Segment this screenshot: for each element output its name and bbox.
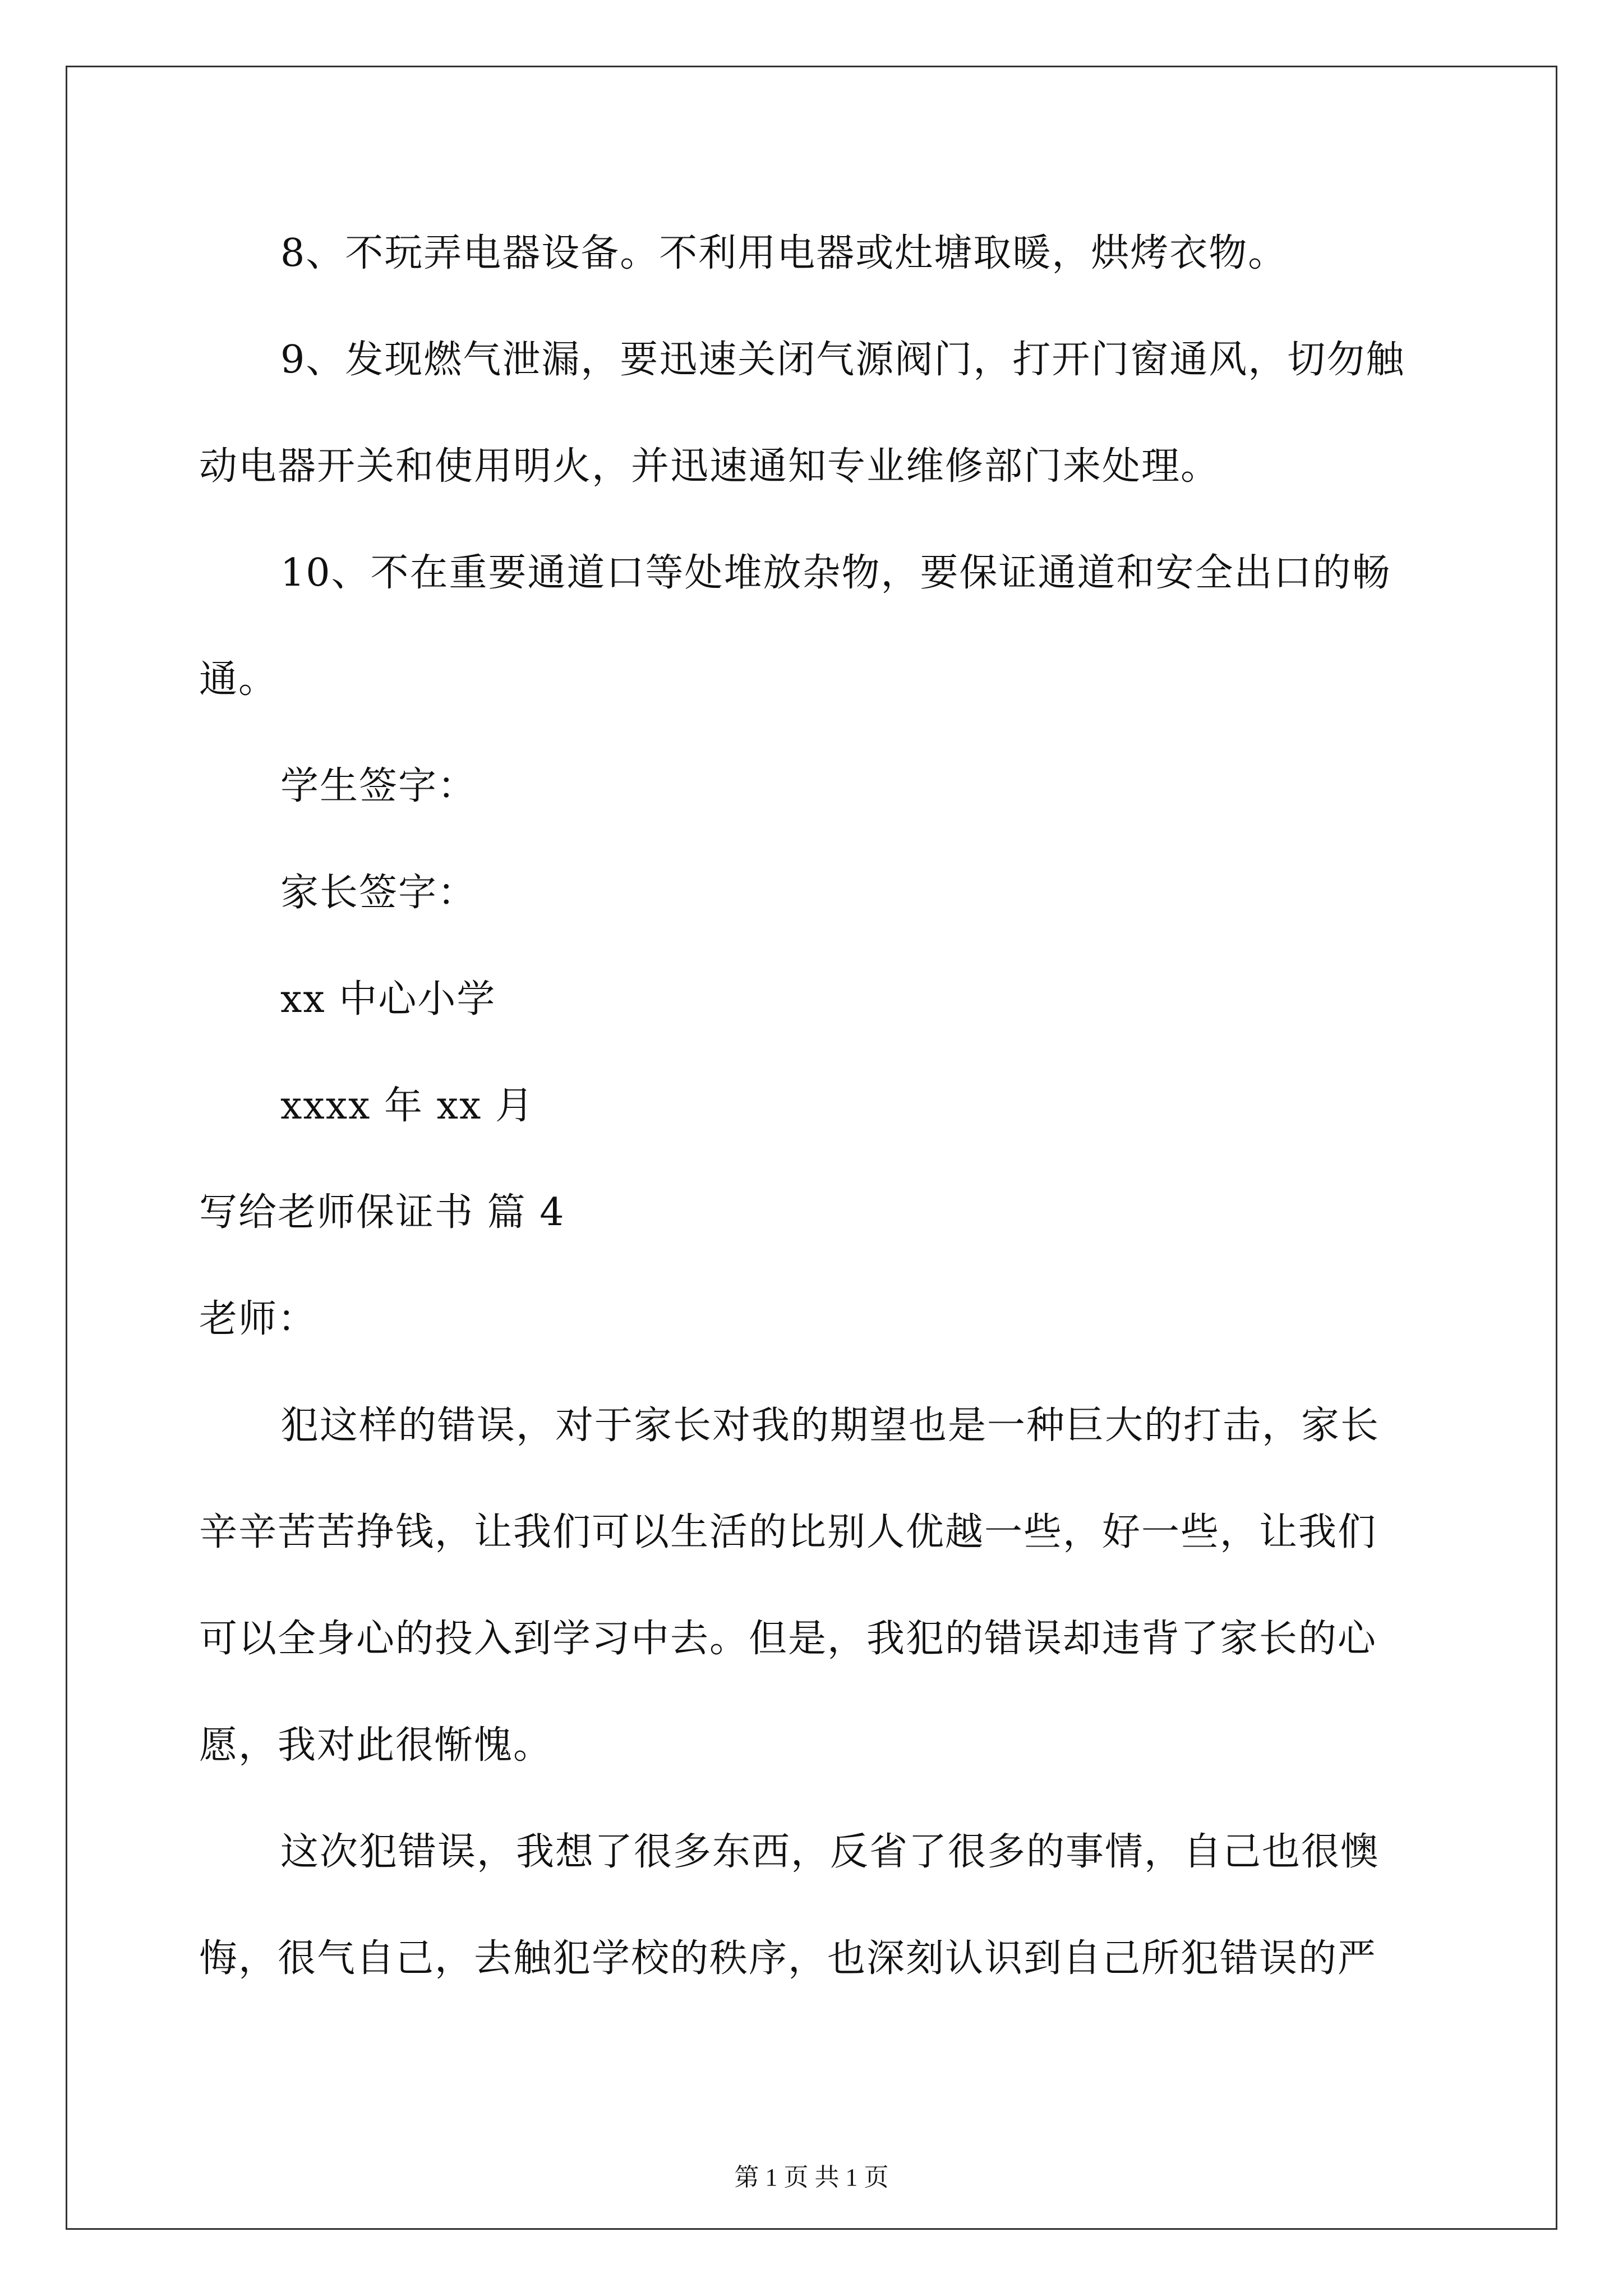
student-signature-label: 学生签字： xyxy=(280,764,477,808)
text-line-item-10-cont: 通。 xyxy=(199,657,278,702)
parent-signature-label: 家长签字： xyxy=(280,871,477,915)
text-line-item-9: 9、发现燃气泄漏，要迅速关闭气源阀门，打开门窗通风，切勿触 xyxy=(280,338,1405,382)
date-line: xxxx 年 xx 月 xyxy=(280,1084,534,1128)
text-line-item-8: 8、不玩弄电器设备。不利用电器或灶塘取暖，烘烤衣物。 xyxy=(280,231,1288,275)
page-border xyxy=(66,66,1557,2230)
paragraph-2-line-2: 悔，很气自己，去触犯学校的秩序，也深刻认识到自己所犯错误的严 xyxy=(199,1936,1377,1981)
salutation: 老师： xyxy=(199,1297,317,1341)
paragraph-1-line-1: 犯这样的错误，对于家长对我的期望也是一种巨大的打击，家长 xyxy=(280,1404,1380,1448)
paragraph-2-line-1: 这次犯错误，我想了很多东西，反省了很多的事情，自己也很懊 xyxy=(280,1830,1380,1874)
paragraph-1-line-3: 可以全身心的投入到学习中去。但是，我犯的错误却违背了家长的心 xyxy=(199,1617,1377,1661)
page-footer: 第 1 页 共 1 页 xyxy=(734,2164,889,2191)
text-line-item-10: 10、不在重要通道口等处堆放杂物，要保证通道和安全出口的畅 xyxy=(280,551,1391,595)
paragraph-1-line-2: 辛辛苦苦挣钱，让我们可以生活的比别人优越一些，好一些，让我们 xyxy=(199,1510,1377,1554)
text-line-item-9-cont: 动电器开关和使用明火，并迅速通知专业维修部门来处理。 xyxy=(199,444,1220,489)
section-title: 写给老师保证书 篇 4 xyxy=(199,1190,565,1235)
paragraph-1-line-4: 愿，我对此很惭愧。 xyxy=(199,1723,553,1768)
school-name: xx 中心小学 xyxy=(280,977,496,1022)
